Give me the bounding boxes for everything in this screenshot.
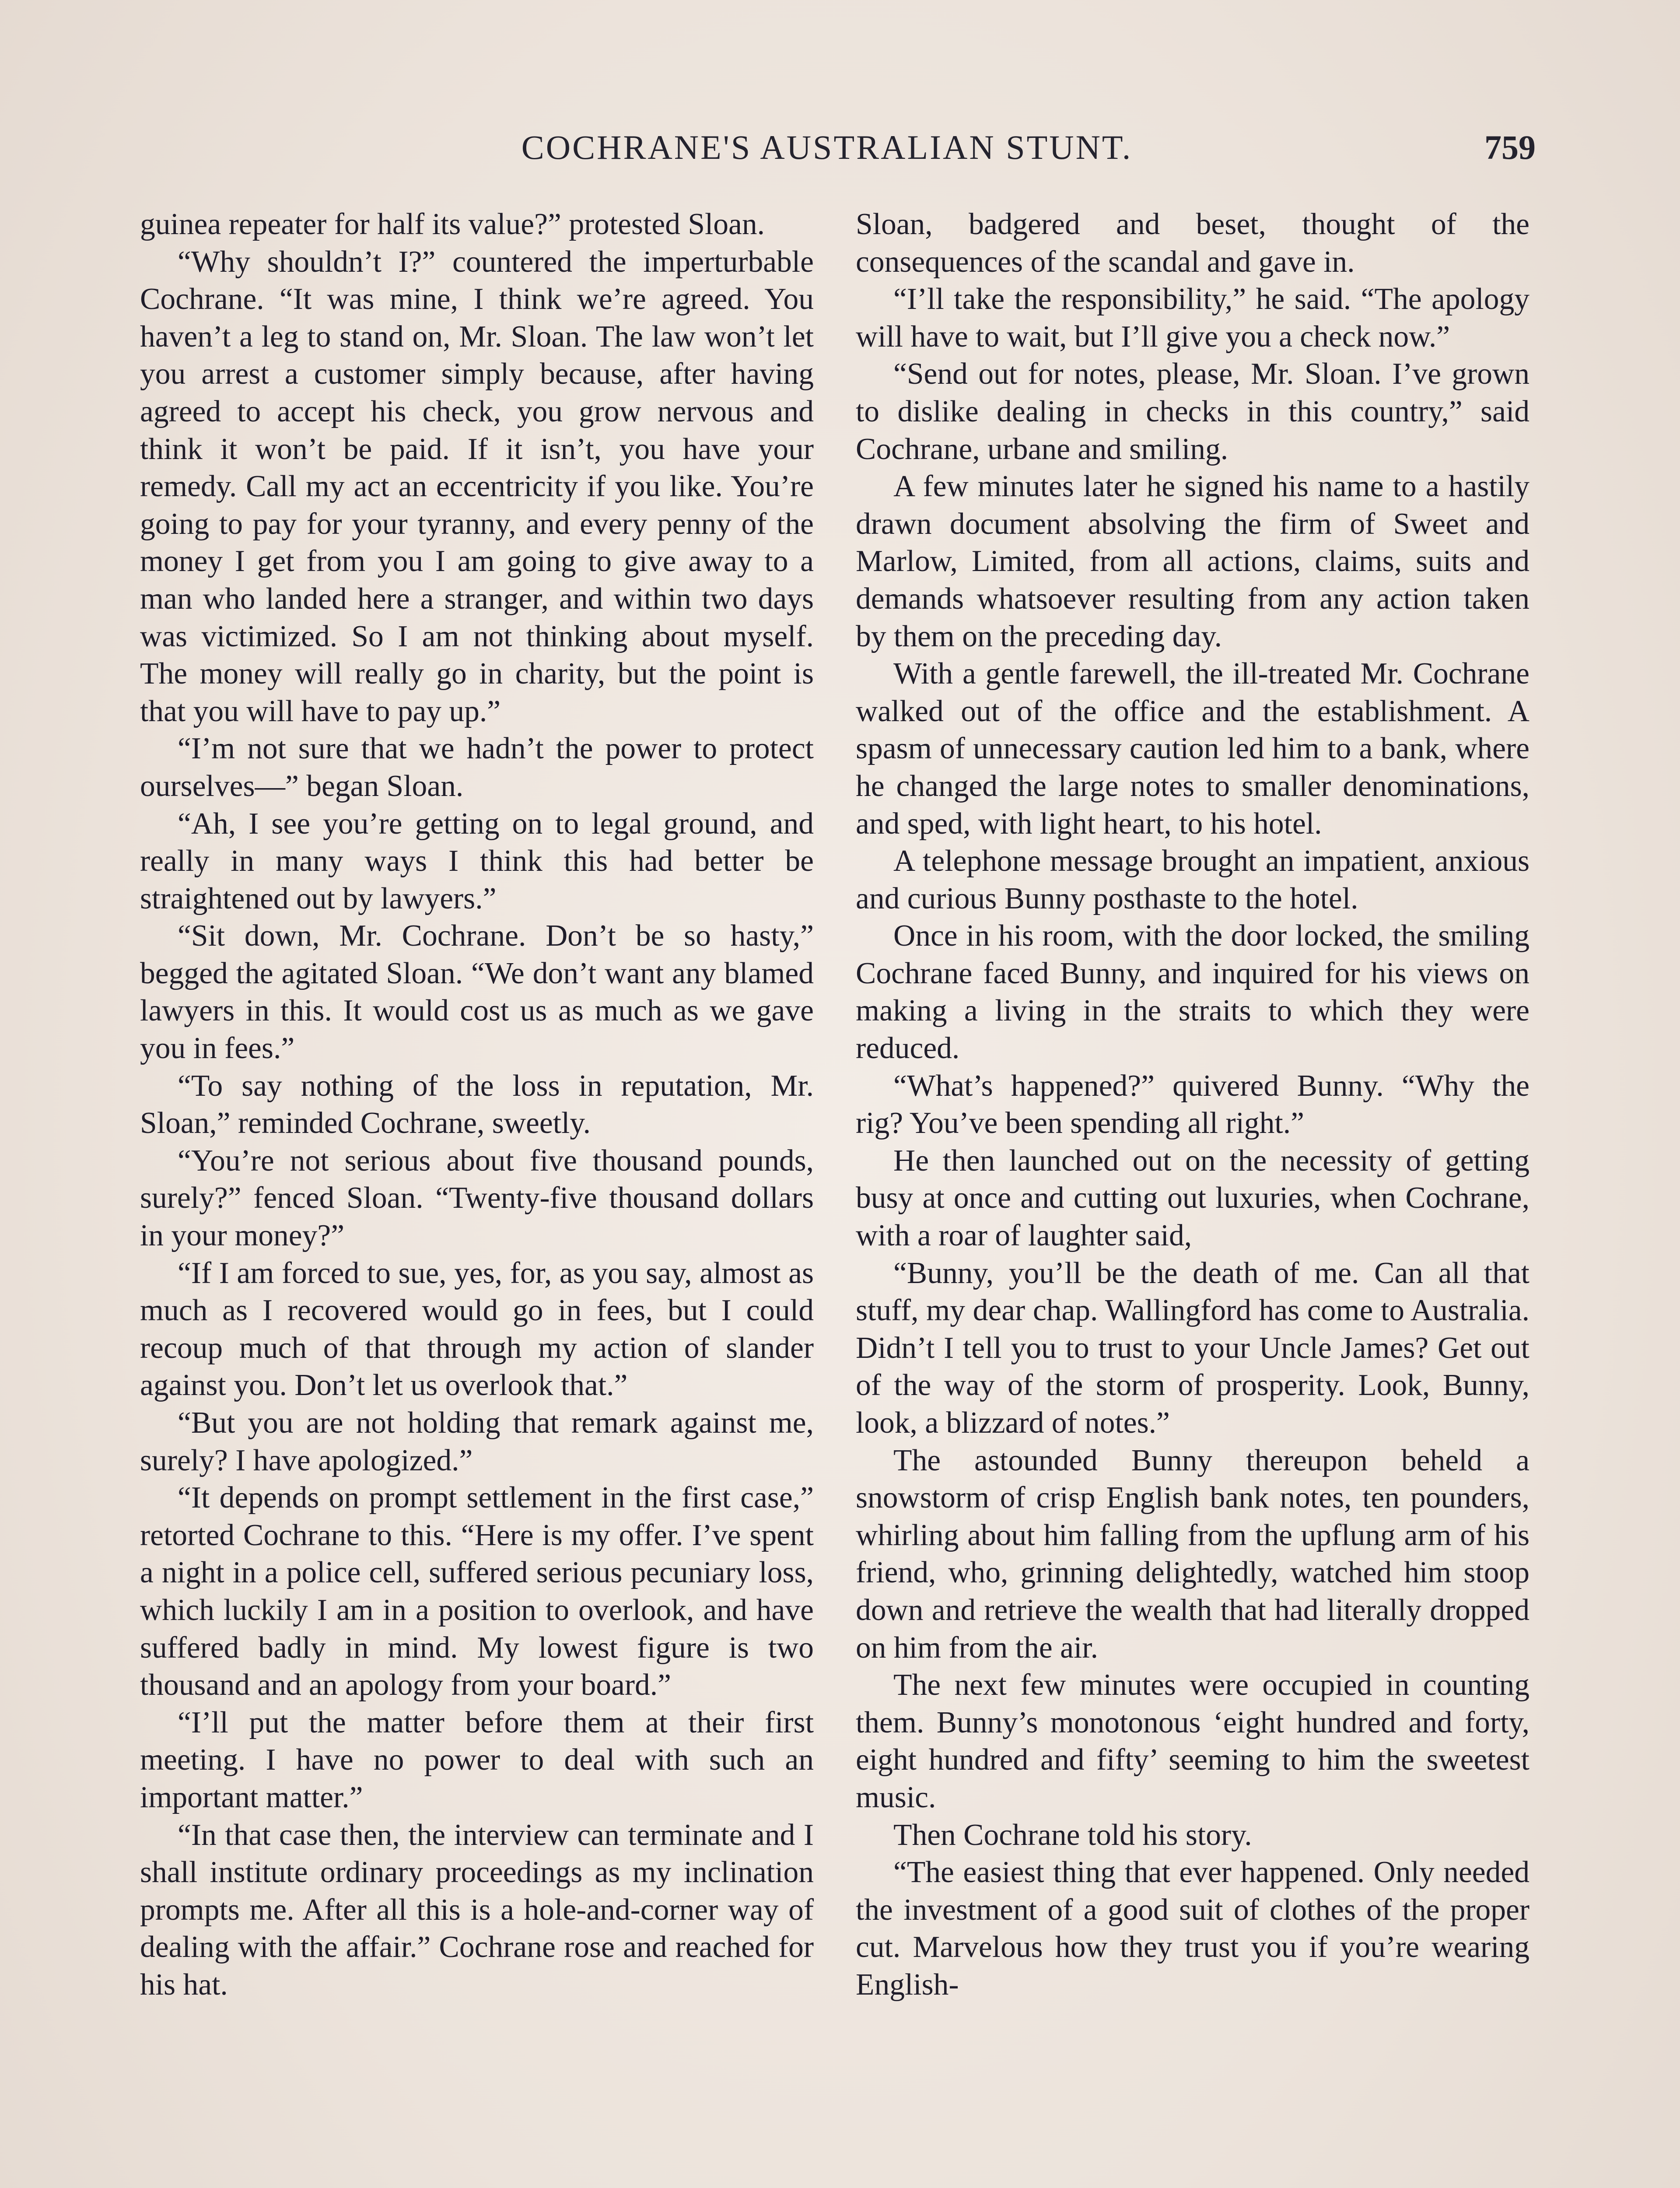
paragraph: A few minutes later he signed his name to a hastily drawn document absolving the firm of Sweet and Marlow, Limited, from all actions, claims, suits and demands whatsoever resulting from any action taken by them on the preceding day. (856, 470, 1530, 653)
running-title: COCHRANE'S AUSTRALIAN STUNT. (521, 128, 1133, 166)
paragraph: “To say nothing of the loss in reputation, Mr. Sloan,” reminded Cochrane, sweetly. (140, 1069, 814, 1140)
paragraph: The next few minutes were occupied in counting them. Bunny’s monotonous ‘eight hundred and forty, eight hundred and fifty’ seeming to him the sweetest music. (856, 1668, 1530, 1814)
paragraph: “You’re not serious about five thousand pounds, surely?” fenced Sloan. “Twenty-five thousand dollars in your money?” (140, 1143, 814, 1253)
paragraph: “I’m not sure that we hadn’t the power to protect ourselves—” began Sloan. (140, 732, 814, 803)
paragraph: “Ah, I see you’re getting on to legal ground, and really in many ways I think this had better be straightened out by lawyers.” (140, 806, 814, 915)
paragraph: “I’ll put the matter before them at their first meeting. I have no power to deal with such an important matter.” (140, 1705, 814, 1814)
paragraph: “If I am forced to sue, yes, for, as you say, almost as much as I recovered would go in fees, but I could recoup much of that through my action of slander against you. Don’t let us overlook that.” (140, 1256, 814, 1403)
left-column (140, 206, 814, 2004)
paragraph: “The easiest thing that ever happened. Only needed the investment of a good suit of clothes of the proper cut. Marvelous how they trust you if you’re wearing English- (856, 1855, 1530, 2002)
page-number: 759 (1484, 128, 1536, 166)
paragraph: “It depends on prompt settlement in the first case,” retorted Cochrane to this. “Here is my offer. I’ve spent a night in a police cell, suffered serious pecuniary loss, which luckily I am in a position to overlook, and have suffered badly in mind. My lowest figure is two thousand and an apology from your board.” (140, 1481, 814, 1702)
paragraph: “But you are not holding that remark against me, surely? I have apologized.” (140, 1406, 814, 1477)
paragraph: “What’s happened?” quivered Bunny. “Why the rig? You’ve been spending all right.” (856, 1069, 1530, 1140)
paragraph: “In that case then, the interview can terminate and I shall institute ordinary proceedings as my inclination prompts me. After all this is a hole-and-corner way of dealing with the affair.” Cochrane rose and reached for his hat. (140, 1818, 814, 2002)
paragraph: Once in his room, with the door locked, the smiling Cochrane faced Bunny, and inquired for his views on making a living in the straits to which they were reduced. (856, 919, 1530, 1066)
right-column (856, 206, 1530, 2004)
paragraph: “Sit down, Mr. Cochrane. Don’t be so hasty,” begged the agitated Sloan. “We don’t want any blamed lawyers in this. It would cost us as much as we gave you in fees.” (140, 919, 814, 1066)
paragraph: “Send out for notes, please, Mr. Sloan. I’ve grown to dislike dealing in checks in this country,” said Cochrane, urbane and smiling. (856, 357, 1530, 466)
paragraph: “Bunny, you’ll be the death of me. Can all that stuff, my dear chap. Wallingford has come to Australia. Didn’t I tell you to trust to your Uncle James? Get out of the way of the storm of prosperity. Look, Bunny, look, a blizzard of notes.” (856, 1256, 1530, 1440)
paragraph: A telephone message brought an impatient, anxious and curious Bunny posthaste to the hotel. (856, 844, 1530, 915)
paragraph: “Why shouldn’t I?” countered the imperturbable Cochrane. “It was mine, I think we’re agreed. You haven’t a leg to stand on, Mr. Sloan. The law won’t let you arrest a customer simply because, after having agreed to accept his check, you grow nervous and think it won’t be paid. If it isn’t, you have your remedy. Call my act an eccentricity if you like. You’re going to pay for your tyranny, and every penny of the money I get from you I am going to give away to a man who landed here a stranger, and within two days was victimized. So I am not thinking about myself. The money will really go in charity, but the point is that you will have to pay up.” (140, 245, 814, 728)
paragraph: With a gentle farewell, the ill-treated Mr. Cochrane walked out of the office and the establishment. A spasm of unnecessary caution led him to a bank, where he changed the large notes to smaller denominations, and sped, with light heart, to his hotel. (856, 657, 1530, 841)
paragraph: Sloan, badgered and beset, thought of the consequences of the scandal and gave in. (856, 207, 1530, 279)
paragraph: Then Cochrane told his story. (893, 1818, 1252, 1852)
paragraph: The astounded Bunny thereupon beheld a snowstorm of crisp English bank notes, ten pounders, whirling about him falling from the upflung arm of his friend, who, grinning delightedly, watched him stoop down and retrieve the wealth that had literally dropped on him from the air. (856, 1443, 1530, 1665)
paragraph: guinea repeater for half its value?” protested Sloan. (140, 207, 765, 241)
paragraph: “I’ll take the responsibility,” he said. “The apology will have to wait, but I’ll give you a check now.” (856, 282, 1530, 354)
paragraph: He then launched out on the necessity of getting busy at once and cutting out luxuries, when Cochrane, with a roar of laughter said, (856, 1143, 1530, 1253)
